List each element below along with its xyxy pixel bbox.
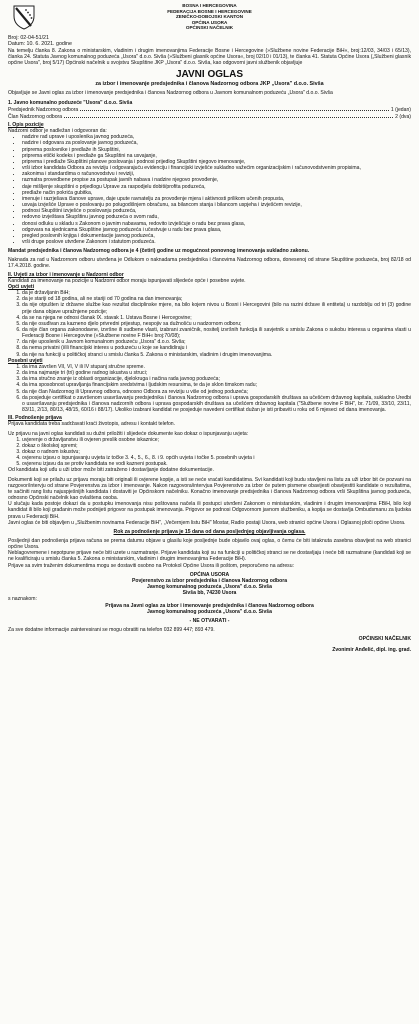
list-item: 4. da ima sposobnost upravljanja financijskim sredstvima i ljudskim resursima, te da je sklon timskom radu; xyxy=(22,382,411,388)
address-line: Povjerenstvo za izbor predsjednika i članova Nadzornog odbora xyxy=(131,577,288,584)
list-item: 5. da nije član Nadzornog ili Upravnog odbora, odnosno Odbora za reviziju u više od jednog poduzeća; xyxy=(22,389,411,395)
documents-list xyxy=(8,437,411,468)
page-title: JAVNI OGLAS xyxy=(175,68,244,80)
reference-block xyxy=(8,35,411,48)
address-line: Javnog komunalnog poduzeća „Usora" d.o.o. Sivša xyxy=(147,584,272,591)
header-line: OPĆINA USORA xyxy=(191,19,228,25)
list-item: • redovno izvještava Skupštinu javnog poduzeća o svom radu, xyxy=(22,214,411,220)
list-item: 1. da je državljanin BiH; xyxy=(22,290,411,296)
subsection-title: Posebni uvjeti xyxy=(8,357,43,364)
after-docs-text: Od kandidata koji uđu u uži izbor može biti zatraženo i dostavljanje dodatne dokumentacije. xyxy=(8,467,214,474)
header-line: ZENIČKO-DOBOJSKI KANTON xyxy=(175,14,244,19)
special-conditions-list xyxy=(8,364,411,413)
position-row xyxy=(8,113,411,120)
section-lead: Nadzorni odbor je nadležan i odgovoran da: xyxy=(8,128,107,135)
page-subtitle: za izbor i imenovanje predsjednika i članova Nadzornog odbora JKP „Usora" d.o.o. Sivša xyxy=(95,80,324,87)
coat-of-arms-icon xyxy=(12,4,36,30)
list-item: • usvaja izvješće Uprave o poslovanju po polugodišnjem obračunu, sa bilancom stanja i bilancom uspjeha i izvješćem revizije, xyxy=(22,202,411,208)
list-item: 4. da se na njega ne odnosi članak IX. stavak 1. Ustava Bosne i Hercegovine; xyxy=(22,315,411,321)
address-line: Sivša bb, 74230 Usora xyxy=(182,590,237,597)
list-item: 8. da nema privatni (i/ili financijski interes u poduzeću u koje se kandidiraju i xyxy=(22,345,411,351)
list-item: • zakonima i standardima o računovodstvu i reviziji, xyxy=(22,171,411,177)
section-title: III. Podnošenje prijava xyxy=(8,415,62,422)
section-lead: Kandidati za imenovanje na pozicije u Nadzorni odbor moraju ispunjavati slijedeće opće i posebne uvjete. xyxy=(8,277,246,284)
paragraph: Posljednji dan podnošenja prijava računa se prema datumu objave u glasilu koje posljednje bude objavilo ovaj oglas, o čemu će biti istaknuta zasebna obavijest na web stranici općine Usora. xyxy=(8,538,411,551)
list-item: • daje mišljenje skupštini o prijedlogu Uprave za raspodjelu dobiti/profita poduzeća, xyxy=(22,184,411,190)
list-item: 2. dokaz o školskoj spremi; xyxy=(22,443,411,449)
duties-list xyxy=(8,134,411,245)
list-item: 7. da nije uposlenik u Javnom komunalnom poduzeću „Usora" d.o.o. Sivša; xyxy=(22,339,411,345)
list-item: • vrši izbor kandidata Odbora za reviziju i odgovarajuću evidenciju i financijski izvješće sukladno važećim organizacijskim i računovodstvenim propisima, xyxy=(22,165,411,171)
list-item: • odgovara na sjednicama Skupštine javnog poduzeća i učestvuje u radu bez prava glasa, xyxy=(22,227,411,233)
list-item: 4. ovjerenu izjavu o ispunjavanju uvjeta iz točke 3. 4., 5., 6., 8. i 9. općih uvjeta i točke 5. posebnih uvjeta i xyxy=(22,455,411,461)
paragraph: Prijave sa svim traženim dokumentima mogu se dostaviti osobno na Protokol Općine Usora ili poštom, preporučeno na adresu: xyxy=(8,562,294,569)
list-item: 6. da posjeduje certifikat o završenom usavršavanju predsjednika i članova Nadzornog odbora i uprava gospodarskih društava sa učešćem državnog kapitala, sukladno Uredbi o usavršavanju predsjednika i članova nadzornih odbora i uprava gospodarskih društava sa učešćem državnog kapitala ("Službene novine F BiH", br. 71/09, 33/10, 23/11, 83/11, 2/13, 80/13, 48/15, 60/16 i 88/17). Ukoliko izabrani kandidat ne posjeduje navedeni certifikat dužan je isti pribaviti u roku od 6 mjeseci od dana imenovanja. xyxy=(22,395,411,413)
paragraph: Dokumenti koji se prilažu uz prijavu moraju biti originali ili ovjerene kopije, a isti se neće vraćati kandidatima. Svi kandidati koji budu stavljeni na listu za uži izbor bit će pozvani na razgovor/intervju od strane Povjerenstva za izbor i imenovanje. Nakon razgovora/intervjua Povjerenstvo za izbor će putem pismene obavijesti obavijestiti kandidate o rezultatima, te sačiniti rang listu najuspješnijih kandidata i dostaviti je Općinskom načelniku. Konačno imenovanje predsjednika i članova Nadzornog odbora vrši Skupština javnog poduzeća, odnosno Općinski načelnik kao ovlaštena osoba. xyxy=(8,476,411,502)
list-item: • nadzire rad uprave i uposlenika javnog poduzeća, xyxy=(22,134,411,140)
list-item: 3. da ima stručno znanje iz oblasti organizacije, djelokruga i načina rada javnog poduzeća; xyxy=(22,376,411,382)
signature-block xyxy=(8,636,411,653)
list-item: • vrši druge poslove utvrđene Zakonom i statutom poduzeća. xyxy=(22,239,411,245)
contact-info: Za sve dodatne informacije zainteresirani se mogu obratiti na telefon 032 899 447; 893 479. xyxy=(8,627,215,634)
position-label: Član Nadzornog odbora xyxy=(8,113,63,120)
list-item: 5. da nije osuđivan za kazneno djelo privredni prijestup, nespojiv sa dužnošću u nadzornom odboru; xyxy=(22,321,411,327)
document-header xyxy=(8,0,411,31)
docs-lead: Uz prijavu na javni oglas kandidati su dužni priložiti i slijedeće dokumente kao dokaz o ispunjavanju uvjeta: xyxy=(8,430,249,437)
list-item: • priprema poslovnike i predlaže ih Skupštini, xyxy=(22,147,411,153)
header-line: BOSNA I HERCEGOVINA xyxy=(182,3,237,8)
address-line: OPĆINA USORA xyxy=(189,571,230,578)
address-block xyxy=(8,572,411,597)
subsection-title: Opći uvjeti xyxy=(8,283,35,290)
paragraph: U slučaju kada postoje dokazi da u postupku imenovanja nisu poštovana načela ili postupci utvrđeni Zakonom o ministarskim, vladinim i drugim imenovanjima FBiH, bilo koji kandidat ili bilo koji građanin može podnijeti prigovor na postupak imenovanja. Prigovor se podnosi Odgovornom javnom službeniku, a kopija se dostavlja Ombudsmanu za ljudska prava u Federaciji BiH. xyxy=(8,501,411,520)
notation-label: s naznakom: xyxy=(8,596,37,603)
paragraph: Javni oglas će biti objavljen u „Službenim novinama Federacije BiH", „Večernjem listu BiH" Mostar, Radio postaji Usora, web stranici općine Usora i Oglasnoj ploči općine Usora. xyxy=(8,519,406,526)
header-line: OPĆINSKI NAČELNIK xyxy=(185,25,234,30)
list-item: 1. da ima završen VII, VI, V ili IV stupanj stručne spreme. xyxy=(22,364,411,370)
intro-paragraph: Na temelju članka 8. Zakona o ministarskim, vladinim i drugim imenovanjima Federacije Bosne i Hercegovine (»Službene novine Federacije BiH«, broj:12/03, 34/03 i 65/13), članka 24. Statuta Javnog komunalnog poduzeća „Usora" d.o.o. Sivša (»Službeni glasnik općine Usora«, broj 02/10 i 01/13), te članka 41. Statuta Općine Usora („Službeni glasnik općine Usora", broj 5/17) Općinski načelnik u svojstvu Skupštine JKP „Usora" d.o.o. Sivša, kao odgovorni javni službenik objavljuje xyxy=(8,47,411,66)
reference-date: Datum: 10. 6. 2021. godine xyxy=(8,41,72,47)
list-item: 9. da nije na funkciji u političkoj stranci u smislu članka 5. Zakona o ministarskim, vladinim i drugim imenovanjima. xyxy=(22,352,411,358)
list-item: • podnosi Skupštini izvješće o poslovanju poduzeća, xyxy=(22,208,411,214)
notation-line: Javnog komunalnog poduzeća „Usora" d.o.o. Sivša xyxy=(147,608,272,615)
reference-number: Broj: 02-04-51/21 xyxy=(8,34,49,41)
notation-block xyxy=(8,603,411,624)
do-not-open-label: - NE OTVARATI - xyxy=(189,617,230,624)
list-item: • pregled poslovnih knjiga i dokumentacije javnog poduzeća, xyxy=(22,233,411,239)
list-item: 3. dokaz o radnom iskustvu; xyxy=(22,449,411,455)
position-count: 1 (jedan) xyxy=(390,106,411,113)
list-item: • predlaže način pokrića gubitka, xyxy=(22,190,411,196)
list-item: • donosi odluku u skladu s Zakonom o javnim nabavama, redovito izvješćuje o radu bez prava glasa, xyxy=(22,221,411,227)
header-line: FEDERACIJA BOSNE I HERCEGOVINE xyxy=(167,8,252,14)
fee-paragraph: Naknada za rad u Nadzornom odboru utvrđena je Odlukom o naknadama predsjednika i članovima Nadzornog odbora, donesenoj od strane Skupštine poduzeća, broj 82/18 od 17.4.2018. godine. xyxy=(8,257,411,270)
list-item: 2. da je stariji od 18 godina, ali ne stariji od 70 godina na dan imenovanja; xyxy=(22,296,411,302)
announcement-paragraph: Objavljuje se Javni oglas za izbor i imenovanje predsjednika i članova Nadzornog odbora u Javnom komunalnom poduzeću „Usora" d.o.o. Sivša xyxy=(8,90,333,97)
signature-name: Zvonimir Anđelić, dipl. ing. grad. xyxy=(332,647,411,654)
list-item: 5. ovjerenu izjavu da se protiv kandidata ne vodi kazneni postupak. xyxy=(22,461,411,467)
list-item: • priprema etički kodeks i predlaže ga Skupštini na usvajanje, xyxy=(22,153,411,159)
position-row xyxy=(8,106,411,113)
general-conditions-list xyxy=(8,290,411,358)
company-item: 1. Javno komunalno poduzeće "Usora" d.o.o. Sivša xyxy=(8,99,133,106)
notation-line: Prijava na Javni oglas za izbor i imenovanje predsjednika i članova Nadzornog odbora xyxy=(105,602,314,609)
list-item: • nadzire i odgovara za poslovanje javnog poduzeća, xyxy=(22,140,411,146)
list-item: 1. uvjerenje o državljanstvu ili ovjeren preslik osobne iskaznice; xyxy=(22,437,411,443)
section-title: I. Opis pozicije xyxy=(8,122,44,128)
list-item: • imenuje i razrješava članove uprave, daje upute ravnatelju za provođenje mjera i aktivnosti prilikom učenih propusta, xyxy=(22,196,411,202)
list-item: 3. da nije otpušten iz državne službe kao rezultat disciplinske mjere, na bilo kojem nivou u Bosni i Hercegovini (bilo na razini države ili entiteta) u razdoblju od tri (3) godine prije dana objave upražnjene pozicije; xyxy=(22,302,411,314)
mandate-paragraph: Mandat predsjednika i članova Nadzornog odbora je 4 (četiri) godine uz mogućnost ponovnog imenovanja sukladno zakonu. xyxy=(8,248,310,255)
position-count: 2 (dva) xyxy=(395,113,411,120)
list-item: • priprema i predlaže Skupštini planove poslovanja i podnosi prijedlog Skupštini njegovo imenovanje, xyxy=(22,159,411,165)
position-label: Predsjednik Nadzornog odbora xyxy=(8,106,79,113)
list-item: • razmatra provedbene propise za postupak javnih nabava i nadzire njegovo provođenje, xyxy=(22,177,411,183)
deadline-notice: Rok za podnošenje prijava je 15 dana od dana posljednjeg objavljivanja oglasa. xyxy=(113,528,306,535)
section-title: II. Uvjeti za izbor i imenovanje u Nadzorni odbor xyxy=(8,271,124,278)
paragraph: Neblagovremene i nepotpune prijave neće biti uzete u razmatranje. Prijave kandidata koji su na funkciji u političkoj stranci se ne dostavljaju i neće biti razmatrane (kandidati koji se ne kvalificiraju u smislu članka 5. Zakona o ministarskim, vladinim i drugim imenovanjima Federacije BiH). xyxy=(8,550,411,563)
signature-role: OPĆINSKI NAČELNIK xyxy=(358,636,411,643)
list-item: 2. da ima najmanje tri (tri) godine radnog iskustva u struci; xyxy=(22,370,411,376)
list-item: 6. da nije član organa zakonodavne, izvršne ili sudbene vlasti, izabrani zvaničnik, nositelj izvršnih funkcija ili savjetnik u smislu Zakona o sukobu interesa u organima vlasti u Federaciji Bosne i Hercegovine (»Službene novine F BiH« broj:70/08); xyxy=(22,327,411,339)
section-lead: Prijava kandidata treba sadržavati kraći životopis, adresu i kontakt telefon. xyxy=(8,421,176,428)
